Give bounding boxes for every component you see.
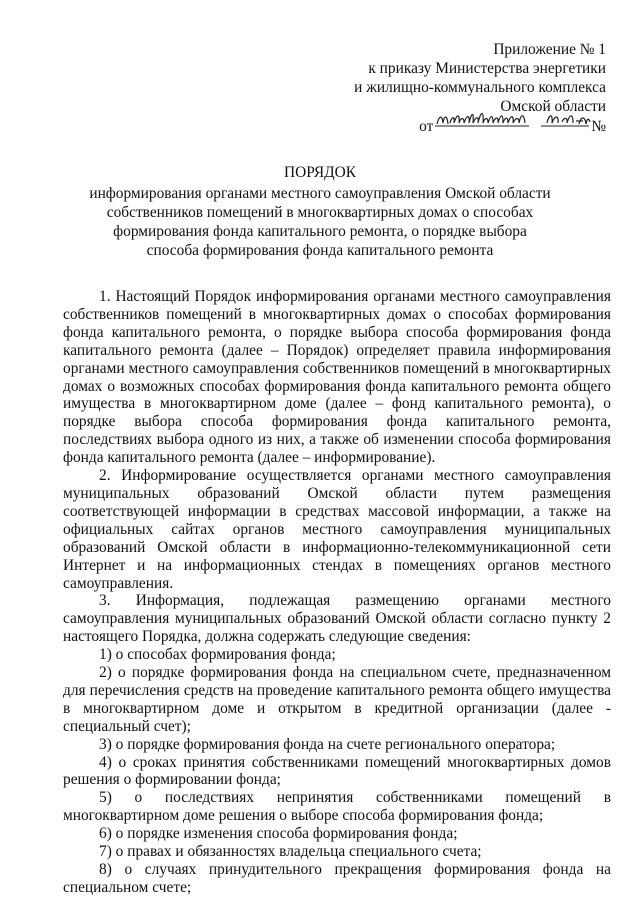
list-item: 5) о последствиях непринятия собственниками помещений в многоквартирном доме решения о выборе способа формирования фонда; [63, 789, 611, 825]
list-item: 4) о сроках принятия собственниками помещений многоквартирных домов решения о формировании фонда; [63, 753, 611, 789]
document-subtitle-line: информирования органами местного самоуправления Омской области [89, 185, 551, 202]
list-item: 2) о порядке формирования фонда на специальном счете, предназначенном для перечисления средств на проведение капитального ремонта общего имущества в многоквартирном доме и открытом в кредитной организации (далее - специальный счет); [63, 664, 611, 735]
appendix-line: Приложение № 1 [493, 41, 606, 58]
document-subtitle-line: способа формирования фонда капитального ремонта [146, 242, 494, 259]
document-body [63, 288, 611, 897]
order-date-line [354, 116, 606, 136]
document-subtitle-line: собственников помещений в многоквартирных домах о способах [106, 204, 534, 221]
appendix-line: Омской области [500, 98, 606, 115]
paragraph: 3. Информация, подлежащая размещению органами местного самоуправления муниципальных образований Омской области согласно пункту 2 настоящего Порядка, должна содержать следующие сведения: [63, 592, 611, 646]
appendix-line: к приказу Министерства энергетики [368, 60, 606, 77]
document-title: ПОРЯДОК [284, 164, 356, 181]
list-item: 6) о порядке изменения способа формирования фонда; [99, 825, 458, 843]
list-item: 1) о способах формирования фонда; [99, 646, 336, 664]
list-item: 7) о правах и обязанностях владельца специального счета; [99, 843, 482, 861]
appendix-line: и жилищно-коммунального комплекса [354, 79, 606, 96]
list-item: 3) о порядке формирования фонда на счете регионального оператора; [99, 735, 556, 753]
handwriting-signature-icon [433, 108, 591, 134]
document-subtitle-line: формирования фонда капитального ремонта, о порядке выбора [113, 223, 527, 240]
paragraph: 1. Настоящий Порядок информирования органами местного самоуправления собственников помещений в многоквартирных домах о способах формирования фонда капитального ремонта, о порядке выбора способа формирования фонда капитального ремонта (далее – Порядок) определяет правила информирования органами местного самоуправления собственников помещений в многоквартирных домах о возможных способах формирования фонда капитального ремонта общего имущества в многоквартирном доме (далее – фонд капитального ремонта), о порядке выбора способа формирования фонда капитального ремонта, последствиях выбора одного из них, а также об изменении способа формирования фонда капитального ремонта (далее – информирование). [63, 288, 611, 467]
document-heading [60, 163, 580, 260]
paragraph: 2. Информирование осуществляется органами местного самоуправления муниципальных образований Омской области путем размещения соответствующей информации в средствах массовой информации, а также на официальных сайтах органов местного самоуправления муниципальных образований Омской области в информационно-телекоммуникационной сети Интернет и на информационных стендах в помещениях органов местного самоуправления. [63, 467, 611, 592]
from-prefix: от [419, 118, 434, 135]
appendix-block [354, 40, 606, 136]
number-prefix: № [591, 118, 606, 135]
handwritten-date-and-number [433, 116, 591, 134]
list-item: 8) о случаях принудительного прекращения формирования фонда на специальном счете; [63, 861, 611, 896]
